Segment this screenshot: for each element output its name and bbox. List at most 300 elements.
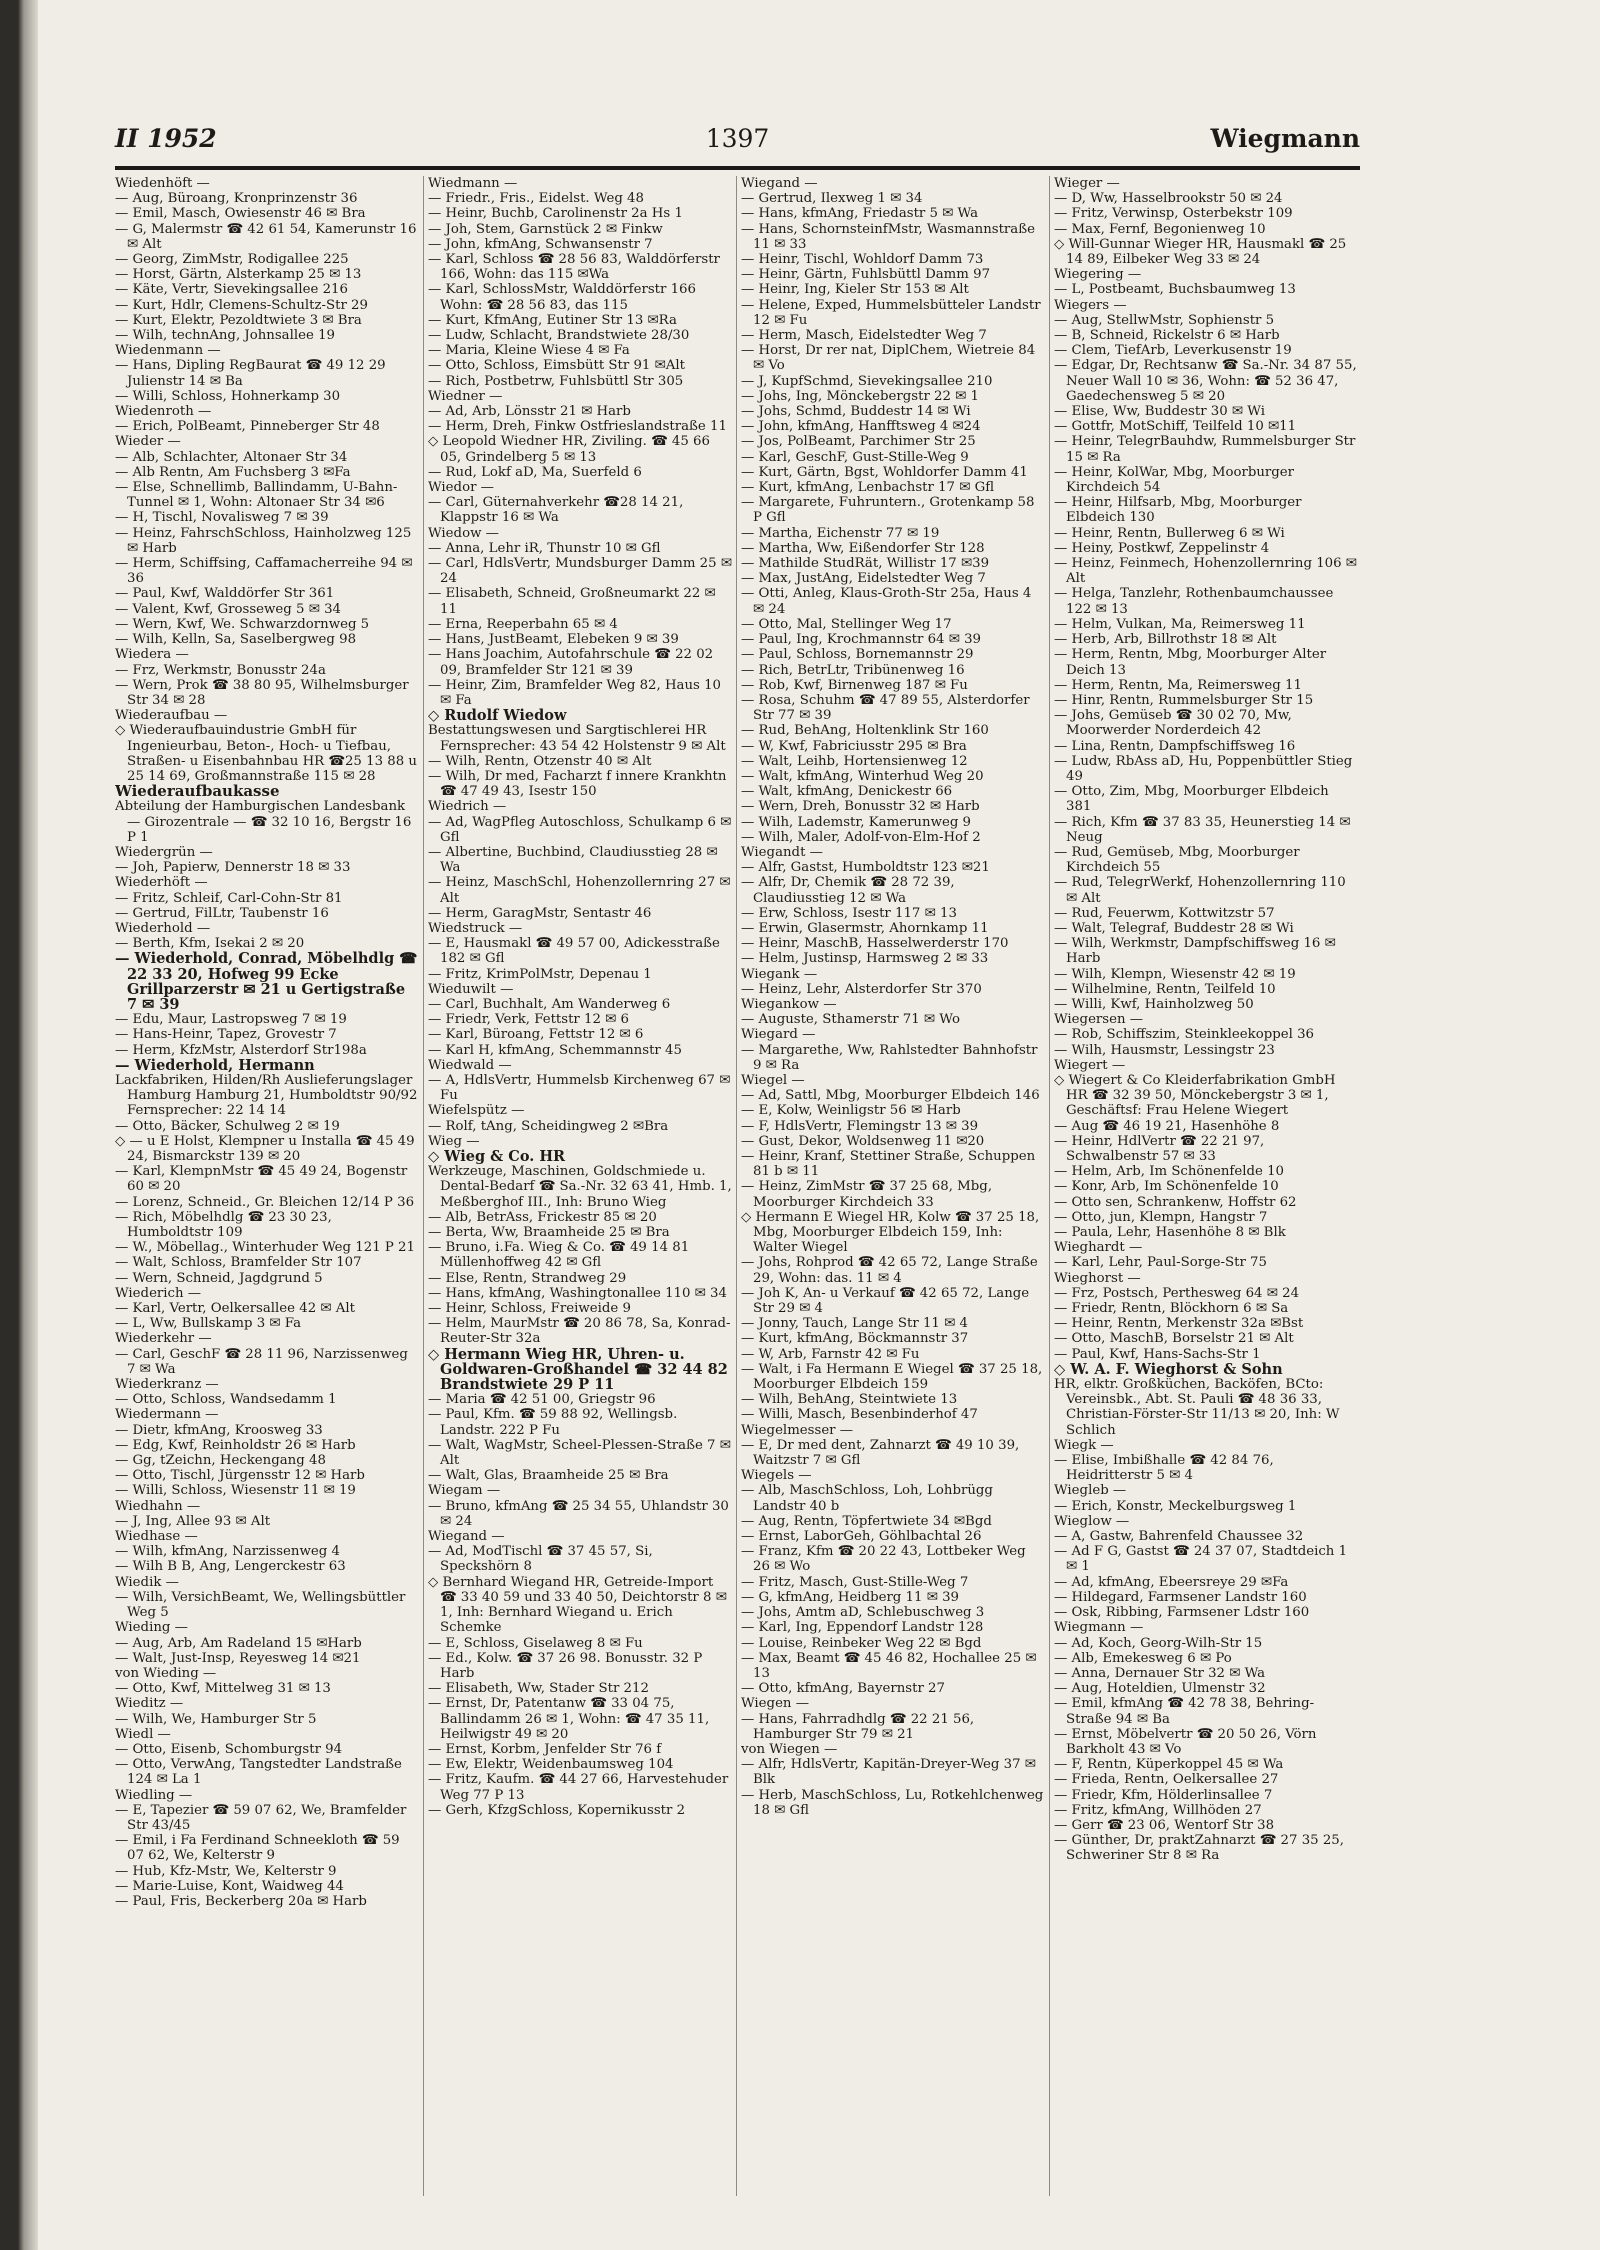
directory-entry: Bestattungswesen und Sargtischlerei HR Fernsprecher: 43 54 42 Holstenstr 9 ✉ Alt (428, 723, 726, 754)
directory-entry: — Paul, Fris, Beckerberg 20a ✉ Harb (115, 1893, 367, 1909)
directory-entry: — Ad, Arb, Lönsstr 21 ✉ Harb (428, 404, 631, 420)
directory-entry: Wiedl — (115, 1726, 171, 1742)
directory-entry: — Karl, GeschF, Gust-Stille-Weg 9 (741, 449, 969, 465)
directory-entry: Wiederkranz — (115, 1377, 219, 1393)
directory-entry: — Erwin, Glasermstr, Ahornkamp 11 (741, 920, 989, 936)
directory-entry: — Johs, Amtm aD, Schlebuschweg 3 (741, 1605, 985, 1621)
directory-entry: ◇ Hermann E Wiegel HR, Kolw ☎ 37 25 18, Mbg, Moorburger Elbdeich 159, Inh: Walter Wiegel (741, 1209, 1040, 1256)
column-1 (115, 176, 419, 2196)
directory-entry: — Max, Beamt ☎ 45 46 82, Hochallee 25 ✉ 13 (741, 1650, 1037, 1681)
directory-entry: — Dietr, kfmAng, Kroosweg 33 (115, 1422, 323, 1438)
directory-entry: Wieduwilt — (428, 981, 514, 997)
directory-entry: — Walt, Telegraf, Buddestr 28 ✉ Wi (1054, 920, 1294, 936)
directory-entry: — Hans, JustBeamt, Elebeken 9 ✉ 39 (428, 632, 679, 648)
directory-entry: — Lorenz, Schneid., Gr. Bleichen 12/14 P 36 (115, 1194, 415, 1210)
directory-entry: — Walt, Just-Insp, Reyesweg 14 ✉21 (115, 1650, 361, 1666)
directory-entry: — Alb, BetrAss, Frickestr 85 ✉ 20 (428, 1209, 657, 1225)
directory-entry: — Aug, Arb, Am Radeland 15 ✉Harb (115, 1635, 362, 1651)
directory-entry: Wiegleb — (1054, 1483, 1127, 1499)
directory-entry: — Emil, kfmAng ☎ 42 78 38, Behring-Straße 94 ✉ Ba (1054, 1696, 1315, 1727)
directory-entry: Wiefelspütz — (428, 1103, 525, 1119)
directory-entry: — Walt, WagMstr, Scheel-Plessen-Straße 7 ✉ Alt (428, 1437, 731, 1469)
directory-entry: — Hans, kfmAng, Friedastr 5 ✉ Wa (741, 206, 978, 222)
directory-entry: — Willi, Kwf, Hainholzweg 50 (1054, 996, 1254, 1012)
directory-entry: — Wilh, Klempn, Wiesenstr 42 ✉ 19 (1054, 966, 1296, 982)
directory-entry: Wiegank — (741, 966, 818, 982)
directory-entry: — Willi, Masch, Besenbinderhof 47 (741, 1407, 978, 1423)
directory-entry: — Kurt, kfmAng, Lenbachstr 17 ✉ Gfl (741, 480, 995, 496)
column-divider (736, 176, 737, 2196)
directory-entry: ◇ — u E Holst, Klempner u Installa ☎ 45 49 24, Bismarckstr 139 ✉ 20 (115, 1133, 415, 1164)
directory-entry: — Ernst, Möbelvertr ☎ 20 50 26, Vörn Barkholt 43 ✉ Vo (1054, 1726, 1317, 1757)
directory-entry: — Heinz, Feinmech, Hohenzollernring 106 ✉ Alt (1054, 556, 1357, 587)
directory-entry: ◇ Wiederaufbauindustrie GmbH für Ingenieurbau, Beton-, Hoch- u Tiefbau, Straßen- u Eisenbahnbau HR ☎25 13 88 u 25 14 69, Großmannstraße 115 ✉ 28 (115, 723, 417, 784)
directory-entry: ◇ Wieg & Co. HR (428, 1148, 566, 1165)
directory-entry: — Horst, Dr rer nat, DiplChem, Wietreie 84 ✉ Vo (741, 343, 1036, 374)
directory-entry: — Joh, Stem, Garnstück 2 ✉ Finkw (428, 221, 663, 237)
directory-entry: — Heinr, HdlVertr ☎ 22 21 97, Schwalbenstr 57 ✉ 33 (1054, 1133, 1265, 1164)
column-divider (423, 176, 424, 2196)
directory-entry: — Heinr, Hilfsarb, Mbg, Moorburger Elbdeich 130 (1054, 495, 1302, 526)
directory-entry: Wiedenmann — (115, 343, 221, 359)
directory-entry: — Wilh, Lademstr, Kamerunweg 9 (741, 814, 972, 830)
directory-entry: — Otto, kfmAng, Bayernstr 27 (741, 1681, 945, 1697)
directory-entry: Wiedenroth — (115, 404, 212, 420)
directory-entry: — W, Arb, Farnstr 42 ✉ Fu (741, 1346, 920, 1362)
directory-entry: — Hans, Fahrradhdlg ☎ 22 21 56, Hamburger Str 79 ✉ 21 (741, 1711, 975, 1742)
directory-entry: — H, Tischl, Novalisweg 7 ✉ 39 (115, 510, 329, 526)
directory-entry: — Edgar, Dr, Rechtsanw ☎ Sa.-Nr. 34 87 55, Neuer Wall 10 ✉ 36, Wohn: ☎ 52 36 47, Gaedechensweg 5 ✉ 20 (1054, 358, 1357, 404)
directory-entry: Wiegen — (741, 1696, 810, 1712)
directory-entry: — Hinr, Rentn, Rummelsburger Str 15 (1054, 692, 1314, 708)
edition-label: II 1952 (115, 124, 217, 153)
directory-entry: — Martha, Ww, Eißendorfer Str 128 (741, 540, 985, 556)
directory-entry: — Emil, Masch, Owiesenstr 46 ✉ Bra (115, 206, 366, 222)
directory-entry: — Friedr, Verk, Fettstr 12 ✉ 6 (428, 1012, 629, 1028)
directory-entry: — Ludw, Schlacht, Brandstwiete 28/30 (428, 328, 690, 344)
directory-entry: — Frz, Werkmstr, Bonusstr 24a (115, 662, 326, 678)
directory-entry: — Wilh, BehAng, Steintwiete 13 (741, 1392, 958, 1408)
directory-entry: — L, Ww, Bullskamp 3 ✉ Fa (115, 1316, 302, 1332)
column-3 (741, 176, 1045, 2196)
directory-entry: — F, Rentn, Küperkoppel 45 ✉ Wa (1054, 1757, 1284, 1773)
directory-entry: — Rud, Lokf aD, Ma, Suerfeld 6 (428, 464, 642, 480)
directory-entry: — Wilh, Dr med, Facharzt f innere Krankhtn ☎ 47 49 43, Isestr 150 (428, 768, 727, 800)
directory-entry: — Wilh, VersichBeamt, We, Wellingsbüttler Weg 5 (115, 1589, 406, 1621)
directory-entry: — Wilh, technAng, Johnsallee 19 (115, 328, 336, 344)
directory-entry: Wiegmann — (1054, 1620, 1144, 1636)
directory-entry: — Franz, Kfm ☎ 20 22 43, Lottbeker Weg 26 ✉ Wo (741, 1544, 1026, 1575)
directory-entry: — Otto, Schloss, Wandsedamm 1 (115, 1392, 337, 1408)
directory-entry: — Walt, Leihb, Hortensienweg 12 (741, 753, 968, 769)
directory-entry: — Friedr., Fris., Eidelst. Weg 48 (428, 191, 644, 207)
directory-entry: — Kurt, Gärtn, Bgst, Wohldorfer Damm 41 (741, 464, 1028, 480)
directory-entry: — Anna, Lehr iR, Thunstr 10 ✉ Gfl (428, 540, 661, 556)
directory-entry: — Käte, Vertr, Sievekingsallee 216 (115, 282, 348, 298)
directory-entry: Wiedow — (428, 525, 499, 541)
directory-entry: — Frieda, Rentn, Oelkersallee 27 (1054, 1772, 1279, 1788)
directory-entry: — A, HdlsVertr, Hummelsb Kirchenweg 67 ✉ Fu (428, 1072, 731, 1104)
directory-entry: von Wieding — (115, 1665, 217, 1681)
directory-entry: — Karl, Lehr, Paul-Sorge-Str 75 (1054, 1255, 1267, 1271)
directory-entry: — Otti, Anleg, Klaus-Groth-Str 25a, Haus 4 ✉ 24 (741, 586, 1032, 617)
directory-entry: — Carl, Buchhalt, Am Wanderweg 6 (428, 996, 671, 1012)
directory-entry: — A, Gastw, Bahrenfeld Chaussee 32 (1054, 1529, 1304, 1545)
directory-entry: — Alfr, Gastst, Humboldtstr 123 ✉21 (741, 860, 990, 876)
directory-entry: — Ernst, Korbm, Jenfelder Str 76 f (428, 1741, 662, 1757)
directory-entry: — Erw, Schloss, Isestr 117 ✉ 13 (741, 905, 957, 921)
directory-entry: Wiederaufbau — (115, 708, 228, 724)
directory-entry: — Kurt, kfmAng, Böckmannstr 37 (741, 1331, 969, 1347)
directory-entry: Wiederich — (115, 1285, 202, 1301)
directory-entry: — Karl, Schloss ☎ 28 56 83, Walddörferstr 166, Wohn: das 115 ✉Wa (428, 252, 720, 283)
directory-entry: — Gertrud, Ilexweg 1 ✉ 34 (741, 191, 923, 207)
directory-entry: — Ad F G, Gastst ☎ 24 37 07, Stadtdeich 1 ✉ 1 (1054, 1544, 1348, 1575)
column-4 (1054, 176, 1358, 2196)
directory-entry: — Otto, Schloss, Eimsbütt Str 91 ✉Alt (428, 358, 685, 374)
directory-entry: — Hans, kfmAng, Washingtonallee 110 ✉ 34 (428, 1285, 727, 1301)
directory-entry: — Hildegard, Farmsener Landstr 160 (1054, 1589, 1307, 1605)
directory-entry: — John, kfmAng, Hanfftsweg 4 ✉24 (741, 419, 981, 435)
directory-entry: Wiedmann — (428, 176, 518, 191)
directory-entry: — Albertine, Buchbind, Claudiusstieg 28 ✉ Wa (428, 844, 718, 876)
directory-entry: — Aug, Hoteldien, Ulmenstr 32 (1054, 1681, 1266, 1697)
directory-entry: von Wiegen — (741, 1741, 838, 1757)
directory-entry: — Rud, TelegrWerkf, Hohenzollernring 110 ✉ Alt (1054, 875, 1346, 906)
directory-entry: — Gust, Dekor, Woldsenweg 11 ✉20 (741, 1133, 985, 1149)
directory-entry: — Herb, MaschSchloss, Lu, Rotkehlchenweg 18 ✉ Gfl (741, 1787, 1044, 1818)
directory-entry: — Paul, Ing, Krochmannstr 64 ✉ 39 (741, 632, 982, 648)
directory-entry: — Jos, PolBeamt, Parchimer Str 25 (741, 434, 976, 450)
directory-entry: — John, kfmAng, Schwansenstr 7 (428, 236, 653, 252)
directory-entry: Wiederhold — (115, 920, 211, 936)
directory-entry: — Fritz, Masch, Gust-Stille-Weg 7 (741, 1574, 969, 1590)
directory-entry: Wiedermann — (115, 1407, 219, 1423)
directory-entry: — Herm, Dreh, Finkw Ostfrieslandstraße 11 (428, 419, 727, 435)
directory-entry: — Rob, Schiffszim, Steinkleekoppel 36 (1054, 1027, 1315, 1043)
directory-entry: — Elise, Imbißhalle ☎ 42 84 76, Heidritterstr 5 ✉ 4 (1054, 1453, 1274, 1484)
directory-entry: — Emil, i Fa Ferdinand Schneekloth ☎ 59 07 62, We, Kelterstr 9 (115, 1833, 400, 1864)
directory-entry: — Johs, Schmd, Buddestr 14 ✉ Wi (741, 404, 971, 420)
directory-entry: — Berta, Ww, Braamheide 25 ✉ Bra (428, 1225, 670, 1241)
directory-entry: — Otto, MaschB, Borselstr 21 ✉ Alt (1054, 1331, 1294, 1347)
directory-entry: — Else, Schnellimb, Ballindamm, U-Bahn-Tunnel ✉ 1, Wohn: Altonaer Str 34 ✉6 (115, 480, 398, 511)
directory-entry: — Otto sen, Schrankenw, Hoffstr 62 (1054, 1194, 1297, 1210)
directory-entry: — Alfr, Dr, Chemik ☎ 28 72 39, Claudiusstieg 12 ✉ Wa (741, 875, 955, 906)
directory-entry: — Aug, StellwMstr, Sophienstr 5 (1054, 312, 1275, 328)
directory-entry: — Alfr, HdlsVertr, Kapitän-Dreyer-Weg 37 ✉ Blk (741, 1757, 1036, 1788)
directory-entry: Wiederkehr — (115, 1331, 212, 1347)
directory-entry: — Herm, Rentn, Mbg, Moorburger Alter Deich 13 (1054, 647, 1327, 678)
directory-entry: — Rich, Kfm ☎ 37 83 35, Heunerstieg 14 ✉ Neug (1054, 814, 1351, 845)
directory-entry: — Fritz, Verwinsp, Osterbekstr 109 (1054, 206, 1293, 222)
directory-entry: — Anna, Dernauer Str 32 ✉ Wa (1054, 1665, 1266, 1681)
directory-entry: — Karl, Ing, Eppendorf Landstr 128 (741, 1620, 984, 1636)
directory-entry: — Max, JustAng, Eidelstedter Weg 7 (741, 571, 986, 587)
directory-entry: Wiedner — (428, 388, 503, 404)
directory-entry: Wiedenhöft — (115, 176, 210, 191)
directory-entry: — Rich, Möbelhdlg ☎ 23 30 23, Humboldtstr 109 (115, 1209, 332, 1241)
directory-entry: — Alb, Schlachter, Altonaer Str 34 (115, 449, 348, 465)
directory-entry: — Herm, GaragMstr, Sentastr 46 (428, 905, 652, 921)
directory-entry: — Erich, PolBeamt, Pinneberger Str 48 (115, 419, 380, 435)
directory-entry: Wiedling — (115, 1787, 193, 1803)
directory-entry: Wiegert — (1054, 1057, 1126, 1073)
directory-entry: — Margarethe, Ww, Rahlstedter Bahnhofstr 9 ✉ Ra (741, 1042, 1038, 1073)
directory-entry: Wiegam — (428, 1483, 501, 1499)
directory-entry: — Rud, BehAng, Holtenklink Str 160 (741, 723, 989, 739)
directory-entry: — Edu, Maur, Lastropsweg 7 ✉ 19 (115, 1012, 347, 1028)
directory-entry: — Ad, ModTischl ☎ 37 45 57, Si, Speckshörn 8 (428, 1544, 653, 1575)
directory-entry: — Georg, ZimMstr, Rodigallee 225 (115, 252, 349, 268)
directory-entry: — Herm, Rentn, Ma, Reimersweg 11 (1054, 677, 1302, 693)
directory-entry: Wieder — (115, 434, 181, 450)
directory-entry: — Günther, Dr, praktZahnarzt ☎ 27 35 25, Schweriner Str 8 ✉ Ra (1054, 1833, 1344, 1864)
directory-entry: — Hub, Kfz-Mstr, We, Kelterstr 9 (115, 1863, 337, 1879)
directory-entry: — Helga, Tanzlehr, Rothenbaumchaussee 122 ✉ 13 (1054, 586, 1334, 617)
directory-entry: — Heinr, Ing, Kieler Str 153 ✉ Alt (741, 282, 969, 298)
directory-entry: — L, Postbeamt, Buchsbaumweg 13 (1054, 282, 1296, 298)
directory-entry: — Ludw, RbAss aD, Hu, Poppenbüttler Stieg 49 (1054, 753, 1353, 784)
directory-entry: — J, Ing, Allee 93 ✉ Alt (115, 1513, 271, 1529)
directory-entry: Wiegand — (428, 1529, 505, 1545)
directory-entry: — Kurt, Elektr, Pezoldtwiete 3 ✉ Bra (115, 312, 362, 328)
directory-entry: — Johs, Ing, Mönckebergstr 22 ✉ 1 (741, 388, 980, 404)
directory-entry: — Lina, Rentn, Dampfschiffsweg 16 (1054, 738, 1296, 754)
directory-entry: — Paul, Kfm. ☎ 59 88 92, Wellingsb. Landstr. 222 P Fu (428, 1407, 678, 1438)
directory-entry: Wieghardt — (1054, 1240, 1143, 1256)
directory-entry: — Hans Joachim, Autofahrschule ☎ 22 02 09, Bramfelder Str 121 ✉ 39 (428, 647, 714, 678)
directory-entry: — Ed., Kolw. ☎ 37 26 98. Bonusstr. 32 P Harb (428, 1650, 703, 1681)
directory-entry: — Ernst, Dr, Patentanw ☎ 33 04 75, Ballindamm 26 ✉ 1, Wohn: ☎ 47 35 11, Heilwigstr 49 ✉ 20 (428, 1696, 710, 1742)
directory-entry: — Wilhelmine, Rentn, Teilfeld 10 (1054, 981, 1276, 997)
directory-entry: — Heinr, Zim, Bramfelder Weg 82, Haus 10 ✉ Fa (428, 677, 721, 708)
directory-entry: — Aug, Büroang, Kronprinzenstr 36 (115, 191, 358, 207)
directory-entry: — Wilh, Maler, Adolf-von-Elm-Hof 2 (741, 829, 981, 845)
directory-entry: — Carl, GeschF ☎ 28 11 96, Narzissenweg 7 ✉ Wa (115, 1346, 408, 1377)
directory-entry: — Gertrud, FilLtr, Taubenstr 16 (115, 905, 329, 921)
directory-entry: — Wilh, kfmAng, Narzissenweg 4 (115, 1544, 340, 1560)
directory-entry: ◇ W. A. F. Wieghorst & Sohn (1054, 1360, 1283, 1378)
directory-entry: — Heinz, ZimMstr ☎ 37 25 68, Mbg, Moorburger Kirchdeich 33 (741, 1179, 993, 1210)
directory-entry: — Hans-Heinr, Tapez, Grovestr 7 (115, 1027, 337, 1043)
directory-entry: HR, elktr. Großküchen, Backöfen, BCto: Vereinsbk., Abt. St. Pauli ☎ 48 36 33, Christian-Förster-Str 11/13 ✉ 20, Inh: W Schlich (1054, 1377, 1340, 1438)
directory-entry: — Paula, Lehr, Hasenhöhe 8 ✉ Blk (1054, 1225, 1286, 1241)
directory-entry: — D, Ww, Hasselbrookstr 50 ✉ 24 (1054, 191, 1283, 207)
page-body (115, 118, 1360, 2208)
directory-entry: Abteilung der Hamburgischen Landesbank — Girozentrale — ☎ 32 10 16, Bergstr 16 P 1 (115, 799, 412, 845)
directory-entry: — Aug ☎ 46 19 21, Hasenhöhe 8 (1054, 1118, 1280, 1134)
directory-entry: Wiegersen — (1054, 1012, 1144, 1028)
directory-entry: ◇ Hermann Wieg HR, Uhren- u. Goldwaren-Großhandel ☎ 32 44 82 Brandstwiete 29 P 11 (428, 1345, 728, 1394)
directory-entry: — Walt, kfmAng, Denickestr 66 (741, 784, 953, 800)
directory-entry: — Heinr, Buchb, Carolinenstr 2a Hs 1 (428, 206, 683, 222)
directory-entry: — Otto, Eisenb, Schomburgstr 94 (115, 1741, 343, 1757)
directory-entry: — Heinr, Schloss, Freiweide 9 (428, 1301, 631, 1317)
directory-entry: — Walt, Schloss, Bramfelder Str 107 (115, 1255, 362, 1271)
directory-entry: Wiegandt — (741, 844, 823, 860)
directory-entry: — Else, Rentn, Strandweg 29 (428, 1270, 627, 1286)
directory-entry: — Edg, Kwf, Reinholdstr 26 ✉ Harb (115, 1437, 356, 1453)
directory-entry: Wiedhahn — (115, 1498, 201, 1514)
directory-entry: — G, kfmAng, Heidberg 11 ✉ 39 (741, 1589, 959, 1605)
directory-entry: — Clem, TiefArb, Leverkusenstr 19 (1054, 343, 1292, 359)
directory-entry: — Walt, Glas, Braamheide 25 ✉ Bra (428, 1468, 669, 1484)
directory-entry: Wiedor — (428, 480, 494, 496)
directory-entry: ◇ Rudolf Wiedow (428, 707, 567, 725)
directory-entry: — Helm, Vulkan, Ma, Reimersweg 11 (1054, 616, 1306, 632)
directory-entry: Wiedrich — (428, 799, 507, 815)
page-header (115, 118, 1360, 164)
directory-entry: Wieditz — (115, 1696, 184, 1712)
directory-entry: — Willi, Schloss, Wiesenstr 11 ✉ 19 (115, 1483, 356, 1499)
directory-entry: — Berth, Kfm, Isekai 2 ✉ 20 (115, 936, 305, 952)
directory-entry: — Gerh, KfzgSchloss, Kopernikusstr 2 (428, 1802, 686, 1818)
directory-entry: — Fritz, Kaufm. ☎ 44 27 66, Harvestehuder Weg 77 P 13 (428, 1772, 729, 1803)
directory-entry: — Heinr, Kranf, Stettiner Straße, Schuppen 81 b ✉ 11 (741, 1149, 1036, 1180)
directory-entry: — Marie-Luise, Kont, Waidweg 44 (115, 1878, 344, 1894)
directory-entry: — Frz, Postsch, Perthesweg 64 ✉ 24 (1054, 1285, 1300, 1301)
directory-entry: — Joh, Papierw, Dennerstr 18 ✉ 33 (115, 860, 351, 876)
directory-entry: — Gottfr, MotSchiff, Teilfeld 10 ✉11 (1054, 419, 1297, 435)
directory-entry: — F, HdlsVertr, Flemingstr 13 ✉ 39 (741, 1118, 979, 1134)
directory-entry: — Alb, MaschSchloss, Loh, Lohbrügg Landstr 40 b (741, 1483, 993, 1514)
directory-entry: — Gerr ☎ 23 06, Wentorf Str 38 (1054, 1817, 1275, 1833)
directory-entry: — Joh K, An- u Verkauf ☎ 42 65 72, Lange Str 29 ✉ 4 (741, 1285, 1030, 1317)
directory-entry: — Hans, SchornsteinfMstr, Wasmannstraße 11 ✉ 33 (741, 221, 1035, 252)
directory-entry: — Carl, HdlsVertr, Mundsburger Damm 25 ✉ 24 (428, 556, 732, 587)
directory-entry: — Heinz, Lehr, Alsterdorfer Str 370 (741, 981, 982, 997)
directory-entry: Wiederaufbaukasse (115, 782, 280, 801)
directory-entry: — Herm, KfzMstr, Alsterdorf Str198a (115, 1042, 367, 1058)
directory-entry: Wieger — (1054, 176, 1120, 191)
directory-entry: — W, Kwf, Fabriciusstr 295 ✉ Bra (741, 738, 967, 754)
directory-entry: — Heinr, KolWar, Mbg, Moorburger Kirchdeich 54 (1054, 464, 1295, 496)
directory-entry: — Carl, Güternahverkehr ☎28 14 21, Klappstr 16 ✉ Wa (428, 495, 684, 526)
column-divider (1049, 176, 1050, 2196)
directory-entry: — Wilh, Werkmstr, Dampfschiffsweg 16 ✉ Harb (1054, 936, 1336, 967)
directory-columns (115, 176, 1360, 2201)
directory-entry: — Otto, jun, Klempn, Hangstr 7 (1054, 1209, 1268, 1225)
directory-entry: — J, KupfSchmd, Sievekingsallee 210 (741, 373, 993, 389)
directory-entry: — Otto, VerwAng, Tangstedter Landstraße 124 ✉ La 1 (115, 1757, 402, 1788)
directory-entry: — Wern, Kwf, We. Schwarzdornweg 5 (115, 616, 370, 632)
directory-entry: Wiegels — (741, 1468, 812, 1484)
directory-entry: — Rob, Kwf, Birnenweg 187 ✉ Fu (741, 677, 968, 693)
column-2 (428, 176, 732, 2196)
directory-entry: — Rud, Gemüseb, Mbg, Moorburger Kirchdeich 55 (1054, 844, 1300, 876)
directory-entry: — Bruno, kfmAng ☎ 25 34 55, Uhlandstr 30 ✉ 24 (428, 1498, 729, 1529)
directory-entry: — Walt, i Fa Hermann E Wiegel ☎ 37 25 18, Moorburger Elbdeich 159 (741, 1361, 1043, 1393)
directory-entry: — Maria, Kleine Wiese 4 ✉ Fa (428, 343, 630, 359)
directory-entry: — Ad, Sattl, Mbg, Moorburger Elbdeich 146 (741, 1088, 1040, 1104)
directory-entry: — Karl, Vertr, Oelkersallee 42 ✉ Alt (115, 1301, 355, 1317)
directory-entry: Lackfabriken, Hilden/Rh Auslieferungslager Hamburg Hamburg 21, Humboldtstr 90/92 Fernsprecher: 22 14 14 (115, 1072, 418, 1119)
directory-entry: ◇ Will-Gunnar Wieger HR, Hausmakl ☎ 25 14 89, Eilbeker Weg 33 ✉ 24 (1054, 236, 1347, 268)
directory-entry: — Paul, Schloss, Bornemannstr 29 (741, 647, 974, 663)
directory-entry: — Karl, KlempnMstr ☎ 45 49 24, Bogenstr 60 ✉ 20 (115, 1164, 408, 1195)
directory-entry: — Valent, Kwf, Grosseweg 5 ✉ 34 (115, 601, 341, 617)
directory-entry: Wiedergrün — (115, 844, 213, 860)
directory-entry: — Heinr, Gärtn, Fuhlsbüttl Damm 97 (741, 267, 991, 283)
directory-entry: — Hans, Dipling RegBaurat ☎ 49 12 29 Julienstr 14 ✉ Ba (115, 358, 386, 389)
directory-entry: — Auguste, Sthamerstr 71 ✉ Wo (741, 1012, 961, 1028)
directory-entry: — Wern, Dreh, Bonusstr 32 ✉ Harb (741, 799, 980, 815)
directory-entry: — Rich, BetrLtr, Tribünenweg 16 (741, 662, 965, 678)
directory-entry: — Otto, Kwf, Mittelweg 31 ✉ 13 (115, 1681, 331, 1697)
directory-entry: — Ad, kfmAng, Ebeersreye 29 ✉Fa (1054, 1574, 1289, 1590)
directory-entry: — Heinz, MaschSchl, Hohenzollernring 27 ✉ Alt (428, 875, 731, 906)
directory-entry: — Aug, Rentn, Töpfertwiete 34 ✉Bgd (741, 1513, 992, 1529)
directory-entry: — Karl, SchlossMstr, Walddörferstr 166 Wohn: ☎ 28 56 83, das 115 (428, 282, 696, 313)
directory-entry: — Willi, Schloss, Hohnerkamp 30 (115, 388, 341, 404)
directory-entry: — Horst, Gärtn, Alsterkamp 25 ✉ 13 (115, 267, 362, 283)
directory-entry: Wiegankow — (741, 996, 837, 1012)
directory-entry: — Otto, Mal, Stellinger Weg 17 (741, 616, 952, 632)
directory-entry: — Max, Fernf, Begonienweg 10 (1054, 221, 1266, 237)
directory-entry: — Wilh, Kelln, Sa, Saselbergweg 98 (115, 632, 357, 648)
directory-entry: ◇ Bernhard Wiegand HR, Getreide-Import ☎ 33 40 59 und 33 40 50, Deichtorstr 8 ✉ 1, Inh: Bernhard Wiegand u. Erich Schemke (428, 1574, 727, 1636)
directory-entry: — Heinr, Rentn, Merkenstr 32a ✉Bst (1054, 1316, 1304, 1332)
page-number: 1397 (705, 124, 770, 153)
directory-entry: Wieg — (428, 1133, 480, 1149)
directory-entry: — Wilh, Rentn, Otzenstr 40 ✉ Alt (428, 753, 652, 769)
directory-entry: — Herm, Masch, Eidelstedter Weg 7 (741, 328, 987, 344)
directory-entry: — Gg, tZeichn, Heckengang 48 (115, 1453, 326, 1469)
directory-entry: — Kurt, KfmAng, Eutiner Str 13 ✉Ra (428, 312, 677, 328)
directory-entry: — Heinz, FahrschSchloss, Hainholzweg 125 ✉ Harb (115, 525, 412, 556)
directory-entry: — E, Tapezier ☎ 59 07 62, We, Bramfelder Str 43/45 (115, 1802, 407, 1833)
directory-entry: Wieglow — (1054, 1513, 1130, 1529)
directory-entry: — E, Dr med dent, Zahnarzt ☎ 49 10 39, Waitzstr 7 ✉ Gfl (741, 1437, 1020, 1469)
directory-entry: Wiegel — (741, 1072, 805, 1088)
directory-entry: — Friedr, Rentn, Blöckhorn 6 ✉ Sa (1054, 1301, 1289, 1317)
directory-entry: ◇ Wiegert & Co Kleiderfabrikation GmbH HR ☎ 32 39 50, Mönckebergstr 3 ✉ 1, Geschäftsf: Frau Helene Wiegert (1054, 1072, 1336, 1119)
directory-entry: — Helm, Arb, Im Schönenfelde 10 (1054, 1164, 1285, 1180)
directory-entry: — Heiny, Postkwf, Zeppelinstr 4 (1054, 540, 1270, 556)
directory-entry: Wiedstruck — (428, 920, 523, 936)
directory-entry: — Wiederhold, Conrad, Möbelhdlg ☎ 22 33 20, Hofweg 99 Ecke Grillparzerstr ✉ 21 u Gertigstraße 7 ✉ 39 (115, 950, 418, 1013)
directory-entry: Wieding — (115, 1620, 188, 1636)
directory-entry: Wiegard — (741, 1027, 816, 1043)
directory-entry: — Fritz, Schleif, Carl-Cohn-Str 81 (115, 890, 343, 906)
directory-entry: — Johs, Rohprod ☎ 42 65 72, Lange Straße 29, Wohn: das. 11 ✉ 4 (741, 1255, 1038, 1286)
directory-entry: — Paul, Kwf, Walddörfer Str 361 (115, 586, 335, 602)
directory-entry: Wiedhase — (115, 1529, 198, 1545)
directory-entry: — Helm, MaurMstr ☎ 20 86 78, Sa, Konrad-Reuter-Str 32a (428, 1316, 731, 1347)
directory-entry: — Konr, Arb, Im Schönenfelde 10 (1054, 1179, 1279, 1195)
directory-entry: — Kurt, Hdlr, Clemens-Schultz-Str 29 (115, 297, 368, 313)
binding-edge (0, 0, 38, 2250)
directory-entry: — Wilh B B, Ang, Lengerckestr 63 (115, 1559, 346, 1575)
directory-entry: — Otto, Bäcker, Schulweg 2 ✉ 19 (115, 1118, 340, 1134)
directory-entry: Wieghorst — (1054, 1270, 1141, 1286)
directory-entry: ◇ Leopold Wiedner HR, Ziviling. ☎ 45 66 05, Grindelberg 5 ✉ 13 (428, 434, 710, 465)
directory-entry: — E, Kolw, Weinligstr 56 ✉ Harb (741, 1103, 961, 1119)
directory-entry: — Friedr, Kfm, Hölderlinsallee 7 (1054, 1787, 1273, 1803)
directory-entry: — Bruno, i.Fa. Wieg & Co. ☎ 49 14 81 Müllenhoffweg 42 ✉ Gfl (428, 1240, 690, 1271)
directory-entry: — G, Malermstr ☎ 42 61 54, Kamerunstr 16 ✉ Alt (115, 221, 417, 252)
directory-entry: — Otto, Tischl, Jürgensstr 12 ✉ Harb (115, 1468, 365, 1484)
directory-entry: Wiegelmesser — (741, 1422, 854, 1438)
directory-entry: — Fritz, kfmAng, Willhöden 27 (1054, 1802, 1262, 1818)
directory-entry: — Ew, Elektr, Weidenbaumsweg 104 (428, 1757, 674, 1773)
directory-entry: — Elisabeth, Ww, Stader Str 212 (428, 1681, 649, 1697)
directory-entry: Wiedwald — (428, 1057, 512, 1073)
directory-entry: — Johs, Gemüseb ☎ 30 02 70, Mw, Moorwerder Norderdeich 42 (1054, 708, 1292, 739)
header-rule (115, 166, 1360, 170)
directory-entry: — Rolf, tAng, Scheidingweg 2 ✉Bra (428, 1118, 669, 1134)
